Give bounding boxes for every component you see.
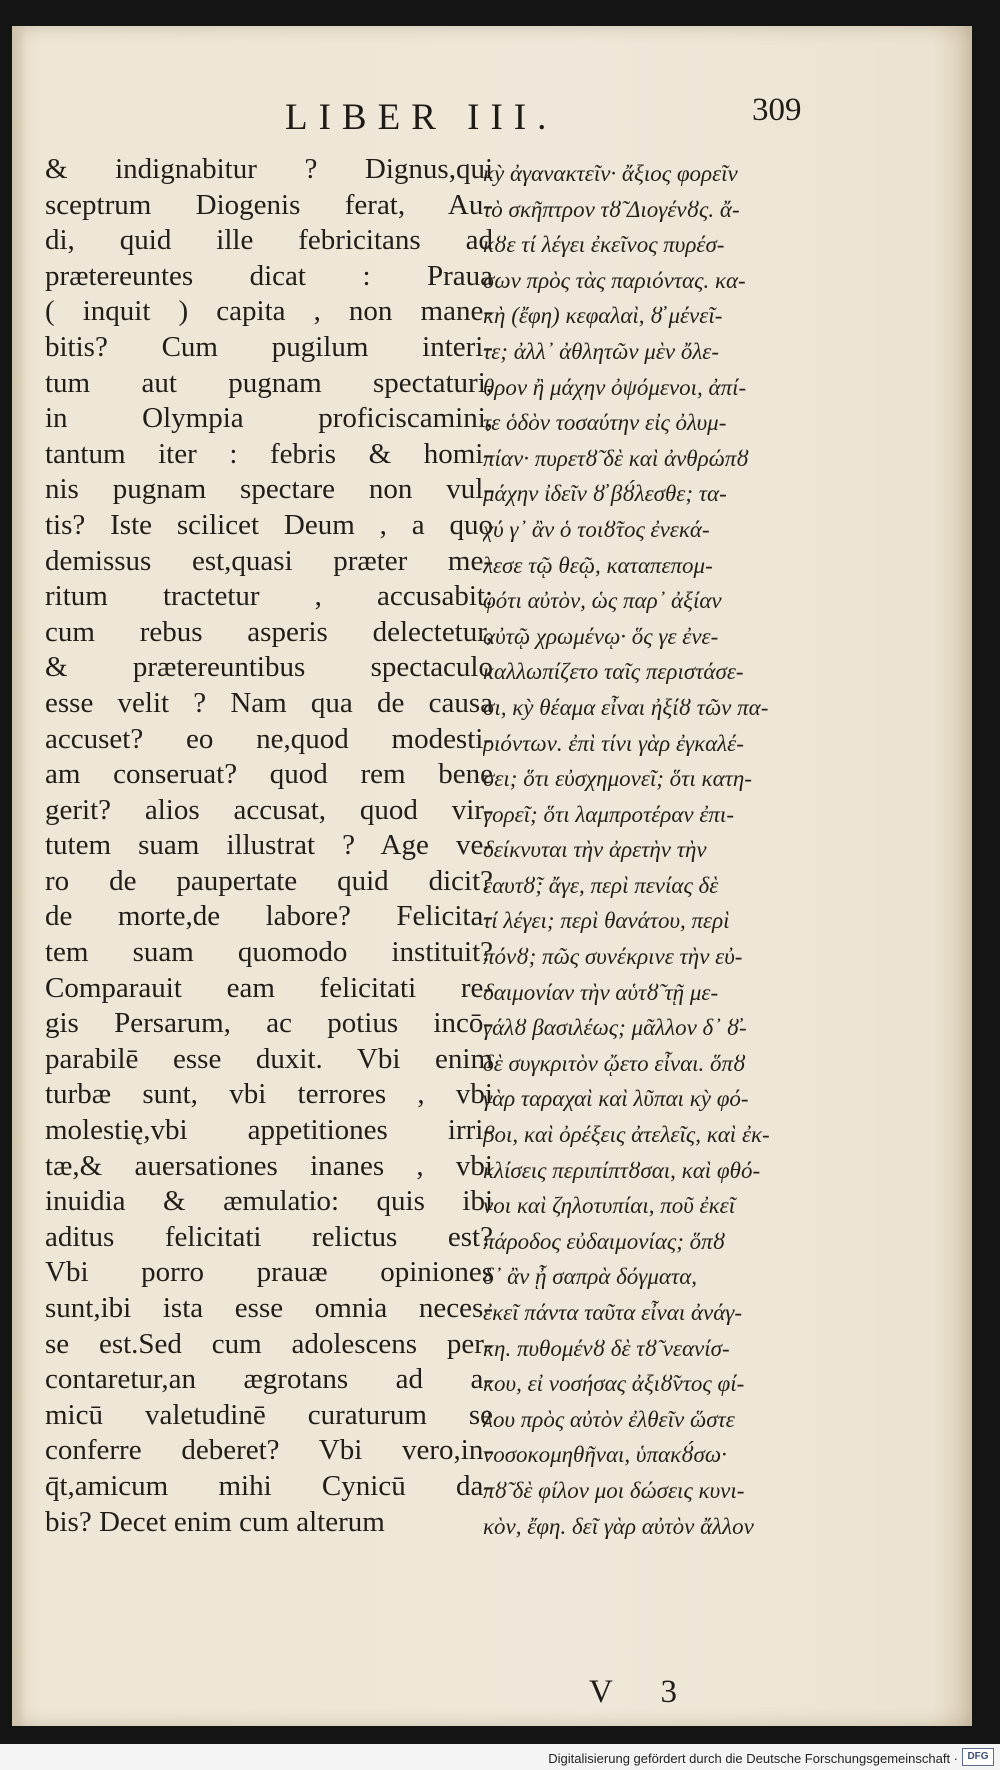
page-number: 309 xyxy=(752,92,802,128)
greek-text-line: τε ὁδὸν τοσαύτην εἰς ὀλυμ- xyxy=(483,410,727,436)
latin-text-line: tum aut pugnam spectaturi, xyxy=(45,366,493,399)
greek-text-line: ἑαυτȣ̃; ἄγε, περὶ πενίας δὲ xyxy=(483,872,719,898)
greek-text-line: δ᾽ ἂν ᾖ σαπρὰ δόγματα, xyxy=(483,1264,698,1290)
latin-text-line: micū valetudinē curaturum se xyxy=(45,1398,493,1431)
greek-text-line: πόνȣ; πῶς συνέκρινε τὴν εὐ- xyxy=(483,944,743,970)
latin-text-line: cum rebus asperis delectetur, xyxy=(45,615,493,648)
latin-text-line: esse velit ? Nam qua de causa xyxy=(45,686,493,719)
latin-text-line: demissus est,quasi præter me- xyxy=(45,544,493,577)
greek-text-line: μάχην ἰδεῖν ȣ̓ βȣ́λεσθε; τα- xyxy=(483,481,727,507)
greek-text-line: αὐτῷ χρωμένῳ· ὅς γε ἐνε- xyxy=(483,623,719,649)
latin-text-line: gis Persarum, ac potius incō- xyxy=(45,1007,493,1040)
latin-text-line: q̄t,amicum mihi Cynicū da- xyxy=(45,1469,493,1502)
greek-text-line: δαιμονίαν τὴν αὑτȣ̃ τῇ με- xyxy=(483,979,719,1005)
latin-text-line: tem suam quomodo instituit? xyxy=(45,936,493,969)
greek-text-line: σει; ὅτι εὐσχημονεῖ; ὅτι κατη- xyxy=(483,766,752,792)
latin-text-line: de morte,de labore? Felicita- xyxy=(45,900,493,933)
latin-text-line: ro de paupertate quid dicit? xyxy=(45,864,493,897)
greek-text-line: γὰρ ταραχαὶ καὶ λῦπαι κỳ φό- xyxy=(483,1086,749,1112)
greek-text-line: γάλȣ βασιλέως; μᾶλλον δ᾽ ȣ̓- xyxy=(483,1015,747,1041)
greek-text-line: τε; ἀλλ᾽ ἀθλητῶν μὲν ὄλε- xyxy=(483,338,720,364)
greek-text-line: κλίσεις περιπίπτȣσαι, καὶ φθό- xyxy=(483,1157,761,1183)
latin-text-line: aditus felicitati relictus est? xyxy=(45,1220,493,1253)
greek-text-line: πȣ̃ δὲ φίλον μοι δώσεις κυνι- xyxy=(483,1477,745,1503)
latin-text-line: Comparauit eam felicitati re- xyxy=(45,971,493,1004)
latin-text-line: ( inquit ) capita , non mane- xyxy=(45,295,493,328)
greek-text-line: σι, κỳ θέαμα εἶναι ἠξίȣ τῶν πα- xyxy=(483,694,769,720)
latin-text-line: conferre deberet? Vbi vero,in- xyxy=(45,1434,493,1467)
latin-text-line: sceptrum Diogenis ferat, Au- xyxy=(45,188,493,221)
latin-text-line: contaretur,an ægrotans ad a- xyxy=(45,1363,493,1396)
latin-text-line: inuidia & æmulatio: quis ibi xyxy=(45,1185,493,1218)
greek-text-line: καλλωπίζετο ταῖς περιστάσε- xyxy=(483,659,744,685)
latin-text-line: tantum iter : febris & homi- xyxy=(45,437,493,470)
signature-mark: V 3 xyxy=(589,1674,697,1710)
latin-text-line: tæ,& auersationes inanes , vbi xyxy=(45,1149,493,1182)
latin-text-line: prætereuntes dicat : Praua xyxy=(45,259,493,292)
greek-text-line: λεσε τῷ θεῷ, καταπεπομ- xyxy=(483,552,713,578)
latin-text-line: bis? Decet enim cum alterum xyxy=(45,1505,385,1538)
running-head: LIBER III. xyxy=(285,97,558,138)
latin-text-line: Vbi porro prauæ opiniones xyxy=(45,1256,493,1289)
latin-text-line: in Olympia proficiscamini, xyxy=(45,402,493,435)
greek-text-line: κỳ ἀγανακτεῖν· ἄξιος φορεῖν xyxy=(483,161,738,186)
latin-text-line: ritum tractetur , accusabit: xyxy=(45,580,493,613)
latin-text-line: sunt,ibi ista esse omnia neces- xyxy=(45,1292,493,1324)
greek-text-line: δείκνυται τὴν ἀρετὴν τὴν xyxy=(483,837,707,863)
greek-text-line: φότι αὐτὸν, ὡς παρ᾽ ἀξίαν xyxy=(483,588,722,614)
latin-text-line: & indignabitur ? Dignus,qui xyxy=(45,153,493,185)
latin-text-line: molestię,vbi appetitiones irri- xyxy=(45,1114,493,1147)
greek-text-line: λου πρὸς αὐτὸν ἐλθεῖν ὥστε xyxy=(483,1406,735,1432)
greek-text-line: κὴ (ἔφη) κεφαλαὶ, ȣ̓ μένεῖ- xyxy=(483,303,723,329)
greek-text-line: τί λέγει; περὶ θανάτου, περὶ xyxy=(483,908,730,934)
book-page xyxy=(12,26,972,1726)
latin-text-line: di, quid ille febricitans ad xyxy=(45,224,493,257)
greek-text-line: θρον ἢ μάχην ὀψόμενοι, ἀπί- xyxy=(483,374,747,400)
digitization-credit-bar xyxy=(0,1744,1000,1770)
greek-text-line: ἐκεῖ πάντα ταῦτα εἶναι ἀνάγ- xyxy=(483,1300,743,1325)
latin-text-line: nis pugnam spectare non vul- xyxy=(45,473,493,506)
credit-text: Digitalisierung gefördert durch die Deutsche Forschungsgemeinschaft · xyxy=(548,1751,958,1766)
greek-text-line: νοι καὶ ζηλοτυπίαι, ποῦ ἐκεῖ xyxy=(483,1193,736,1219)
latin-text-line: se est.Sed cum adolescens per- xyxy=(45,1327,493,1360)
greek-text-line: τὸ σκῆπτρον τȣ̃ Διογένȣς. ἄ- xyxy=(483,196,740,222)
latin-text-line: turbæ sunt, vbi terrores , vbi xyxy=(45,1078,493,1111)
greek-text-line: κου, εἰ νοσήσας ἀξιȣ̃ντος φί- xyxy=(483,1371,745,1397)
greek-text-line: νοσοκομηθῆναι, ὑπακȣ́σω· xyxy=(483,1442,727,1468)
greek-text-line: κη. πυθομένȣ δὲ τȣ̃ νεανίσ- xyxy=(483,1335,730,1361)
greek-text-line: ριόντων. ἐπὶ τίνι γὰρ ἐγκαλέ- xyxy=(483,730,744,756)
latin-text-line: am conseruat? quod rem bene xyxy=(45,758,493,791)
latin-text-line: tutem suam illustrat ? Age ve- xyxy=(45,829,493,862)
latin-text-line: gerit? alios accusat, quod vir- xyxy=(45,793,493,826)
greek-text-line: πίαν· πυρετȣ̃ δὲ καὶ ἀνθρώπȣ xyxy=(483,445,749,471)
greek-text-line: δὲ συγκριτὸν ᾤετο εἶναι. ὅπȣ xyxy=(483,1050,746,1076)
latin-text-line: bitis? Cum pugilum interi- xyxy=(45,330,493,363)
greek-text-line: πάροδος εὐδαιμονίας; ὅπȣ xyxy=(483,1228,726,1254)
greek-text-line: κȣε τί λέγει ἐκεῖνος πυρέσ- xyxy=(483,232,725,258)
latin-text-line: tis? Iste scilicet Deum , a quo xyxy=(45,508,493,541)
greek-text-line: βοι, καὶ ὀρέξεις ἀτελεῖς, καὶ ἐκ- xyxy=(483,1122,770,1148)
greek-text-column xyxy=(483,156,848,1544)
dfg-logo: DFG xyxy=(962,1748,994,1766)
latin-text-line: accuset? eo ne,quod modesti- xyxy=(45,722,493,755)
greek-text-line: γορεῖ; ὅτι λαμπροτέραν ἐπι- xyxy=(483,801,734,827)
latin-text-column xyxy=(45,152,493,1540)
latin-text-line: parabilē esse duxit. Vbi enim xyxy=(45,1042,493,1075)
latin-text-line: & prætereuntibus spectaculo xyxy=(45,651,493,684)
greek-text-line: σων πρὸς τὰς παριόντας. κα- xyxy=(483,267,746,293)
greek-text-line: χύ γ᾽ ἂν ὁ τοιȣ̃τος ἐνεκά- xyxy=(483,516,710,542)
greek-text-line: κὸν, ἔφη. δεῖ γὰρ αὐτὸν ἄλλον xyxy=(483,1513,754,1539)
